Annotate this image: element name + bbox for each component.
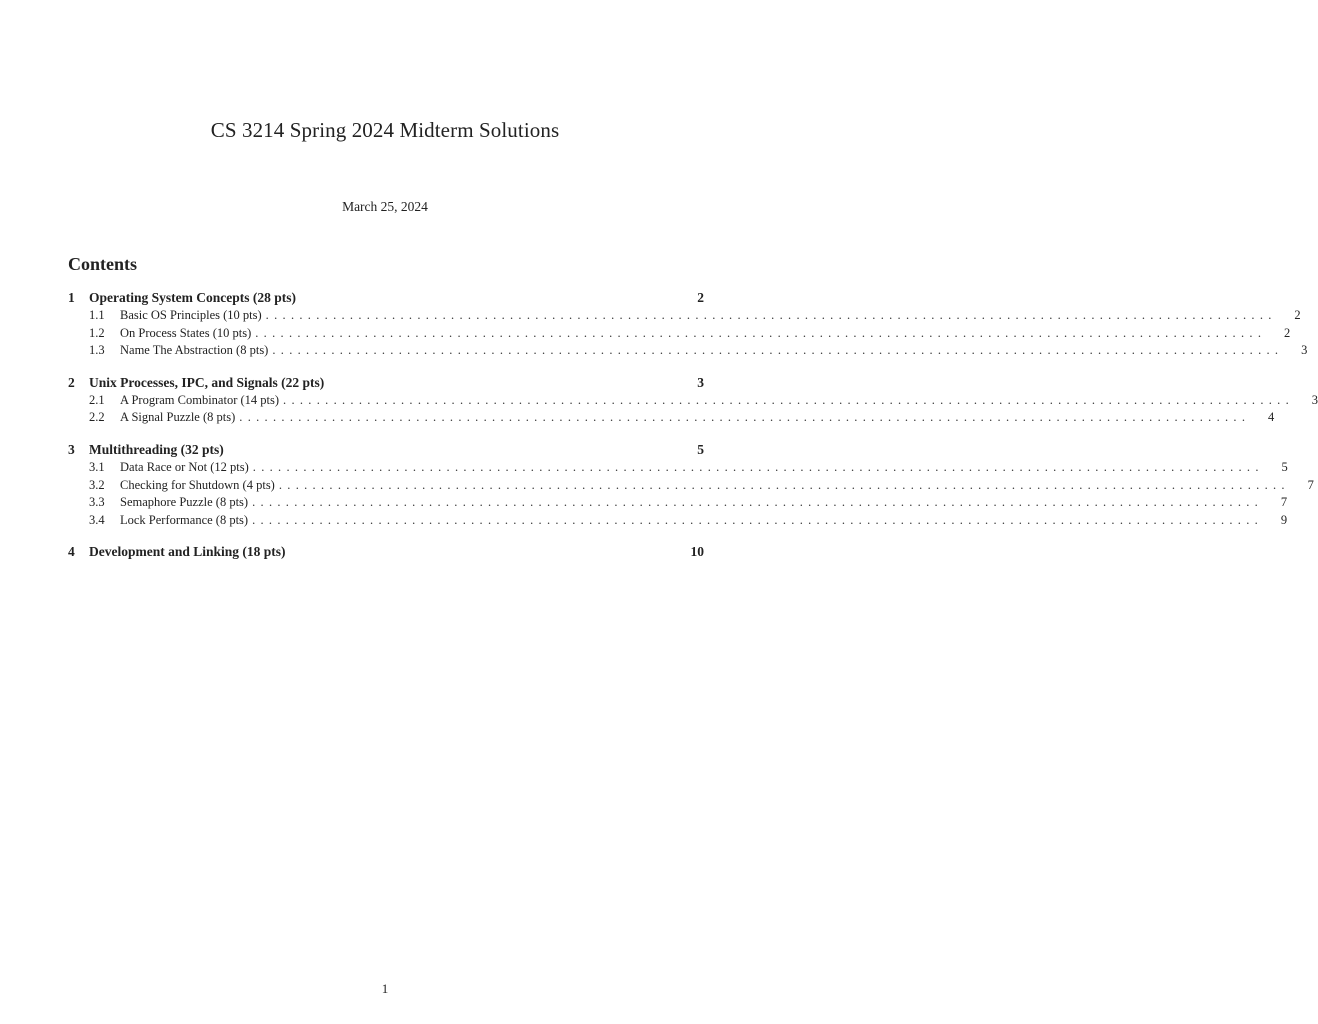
- toc-section-title: Development and Linking (18 pts): [89, 544, 286, 560]
- toc-subsection-page: 2: [1294, 308, 1301, 322]
- toc-section-page: 10: [690, 544, 704, 560]
- toc-subsection-entry[interactable]: [68, 342, 1308, 360]
- toc-subsection-title: Semaphore Puzzle (8 pts): [120, 495, 249, 510]
- toc-subsection-number: 3.2: [89, 477, 105, 492]
- toc-subsection-title: Checking for Shutdown (4 pts): [120, 477, 275, 492]
- toc-section-number: 3: [68, 441, 75, 457]
- toc-dot-leader: ........................................................................................................................: [239, 410, 1251, 425]
- toc-dot-leader: ........................................................................................................................: [255, 325, 1267, 340]
- toc-dot-leader: ........................................................................................................................: [252, 495, 1264, 510]
- toc-subsection-page: 2: [1284, 325, 1291, 340]
- toc-subsection-entry[interactable]: [68, 459, 1288, 477]
- toc-section: [68, 542, 704, 561]
- toc-subsection-entry[interactable]: [68, 409, 1275, 427]
- toc-section: [68, 373, 1318, 427]
- toc-subsection-page: 9: [1280, 512, 1288, 527]
- toc-section-entry[interactable]: [68, 440, 704, 459]
- toc-subsection-title: Lock Performance (8 pts): [120, 512, 249, 527]
- toc-section-page: 2: [697, 290, 704, 305]
- toc-subsection-number: 1.3: [89, 343, 105, 358]
- toc-subsection-title: On Process States (10 pts): [120, 325, 252, 340]
- toc-section-entry[interactable]: [68, 288, 704, 307]
- toc-dot-leader: ........................................................................................................................: [252, 459, 1264, 474]
- toc-section-page: 5: [697, 441, 704, 457]
- toc-section: [68, 288, 1308, 360]
- toc-subsection-entry[interactable]: [68, 512, 1288, 530]
- page-number: 1: [381, 981, 389, 996]
- toc-subsection-entry[interactable]: [68, 392, 1318, 410]
- toc-section-number: 1: [68, 290, 75, 305]
- table-of-contents: [68, 288, 1318, 574]
- toc-section-entry[interactable]: [68, 542, 704, 561]
- toc-section-page: 3: [697, 374, 704, 390]
- toc-subsection-title: A Signal Puzzle (8 pts): [120, 410, 236, 425]
- toc-subsection-page: 7: [1307, 477, 1314, 492]
- toc-section-number: 4: [68, 544, 75, 560]
- toc-subsection-number: 3.3: [89, 495, 105, 510]
- toc-section-title: Unix Processes, IPC, and Signals (22 pts): [89, 374, 325, 390]
- toc-dot-leader: ........................................................................................................................: [278, 477, 1290, 492]
- toc-section-title: Operating System Concepts (28 pts): [89, 290, 296, 305]
- toc-subsection-number: 2.1: [89, 392, 105, 407]
- toc-section-number: 2: [68, 374, 75, 390]
- document-date: March 25, 2024: [342, 199, 428, 214]
- toc-subsection-page: 7: [1280, 495, 1288, 510]
- toc-section-title: Multithreading (32 pts): [89, 441, 224, 457]
- toc-subsection-page: 4: [1268, 410, 1275, 425]
- toc-subsection-number: 1.2: [89, 325, 105, 340]
- toc-subsection-entry[interactable]: [68, 477, 1314, 495]
- toc-dot-leader: ........................................................................................................................: [283, 392, 1295, 407]
- toc-subsection-entry[interactable]: [68, 325, 1291, 343]
- toc-subsection-page: 3: [1301, 343, 1308, 358]
- toc-subsection-entry[interactable]: [68, 307, 1301, 325]
- toc-subsection-page: 5: [1281, 459, 1288, 474]
- toc-subsection-title: A Program Combinator (14 pts): [120, 392, 280, 407]
- toc-dot-leader: ........................................................................................................................: [272, 343, 1284, 358]
- toc-subsection-number: 2.2: [89, 410, 105, 425]
- toc-subsection-number: 3.4: [89, 512, 105, 527]
- toc-subsection-number: 1.1: [89, 308, 105, 322]
- toc-subsection-page: 3: [1311, 392, 1318, 407]
- toc-dot-leader: ........................................................................................................................: [265, 308, 1277, 322]
- toc-subsection-entry[interactable]: [68, 494, 1288, 512]
- toc-subsection-title: Name The Abstraction (8 pts): [120, 343, 269, 358]
- toc-subsection-title: Basic OS Principles (10 pts): [120, 308, 262, 322]
- contents-heading: Contents: [68, 254, 138, 274]
- toc-subsection-number: 3.1: [89, 459, 105, 474]
- toc-subsection-title: Data Race or Not (12 pts): [120, 459, 249, 474]
- toc-section: [68, 440, 1314, 529]
- toc-dot-leader: ........................................................................................................................: [252, 512, 1264, 527]
- toc-section-entry[interactable]: [68, 373, 704, 392]
- document-title: CS 3214 Spring 2024 Midterm Solutions: [210, 118, 560, 142]
